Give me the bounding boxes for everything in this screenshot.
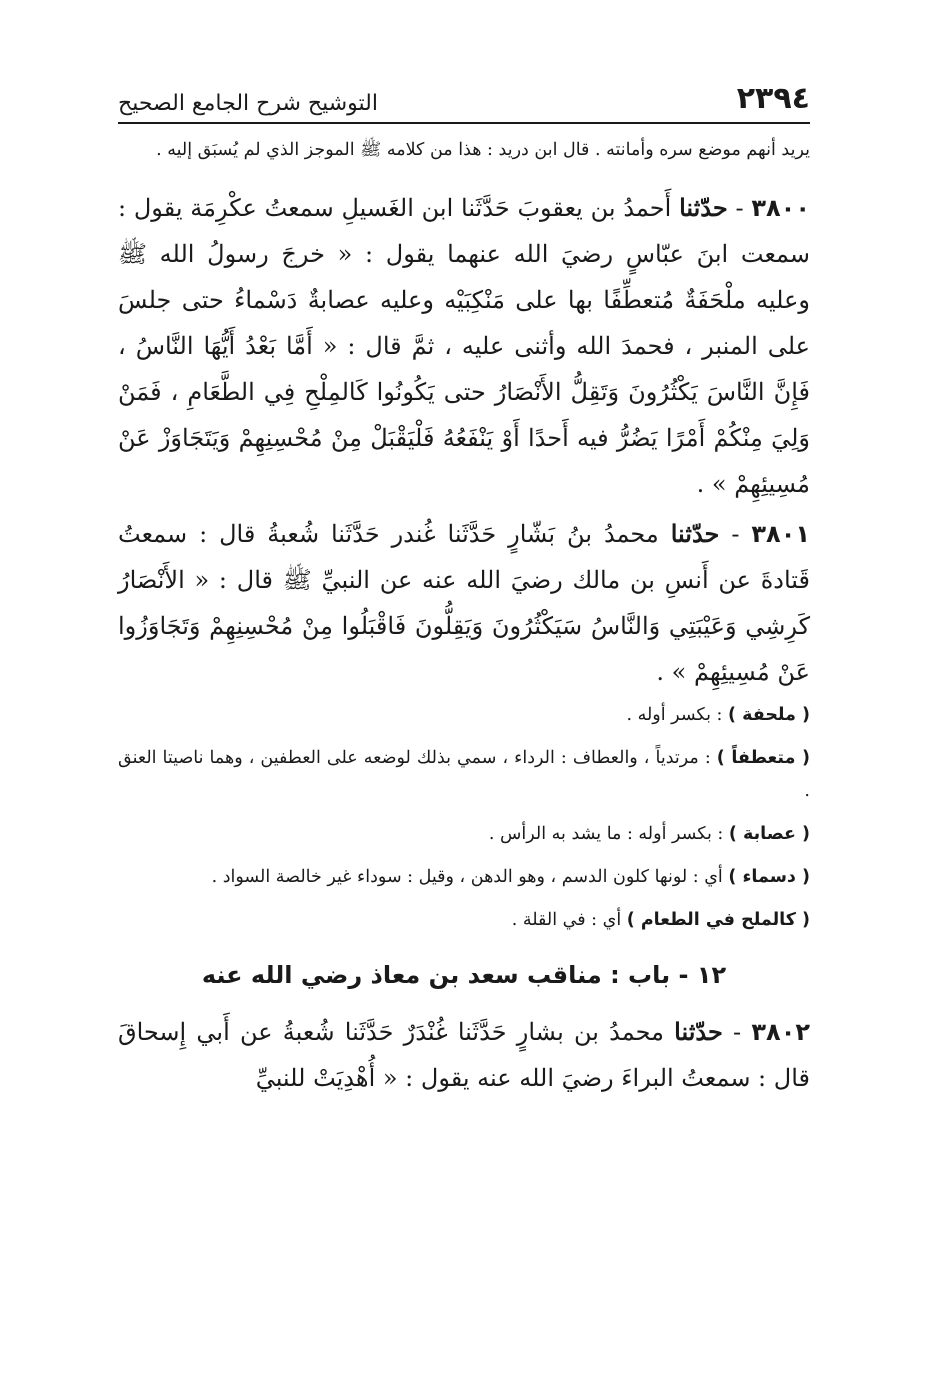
gloss-text: : بكسر أوله .: [626, 705, 723, 725]
haddathana-word: حدّثنا: [674, 1017, 723, 1046]
hadith-text: أَحمدُ بن يعقوبَ حَدَّثَنا ابن الغَسيلِ سمعتُ عكْرِمَة يقول : سمعت ابنَ عبّاسٍ رضيَ الله عنهما يقول : « خرجَ رسولُ الله ﷺ وعليه ملْحَفَةٌ مُتعطِّفًا بها على مَنْكِبَيْه وعليه عصابةٌ دَسْماءُ حتى جلسَ على المنبر ، فحمدَ الله وأثنى عليه ، ثمَّ قال : « أَمَّا بَعْدُ أَيُّهَا النَّاسُ ، فَإِنَّ النَّاسَ يَكْثُرُونَ وَتَقِلُّ الأَنْصَارُ حتى يَكُونُوا كَالمِلْحِ فِي الطَّعَامِ ، فَمَنْ وَلِيَ مِنْكُمْ أَمْرًا يَضُرُّ فيه أَحدًا أَوْ يَنْفَعُهُ فَلْيَقْبَلْ مِنْ مُحْسِنِهِمْ وَيَتَجَاوَزْ عَنْ مُسِيئِهِمْ » .: [118, 194, 810, 498]
gloss-term: ( كالملح في الطعام ): [626, 910, 810, 930]
gloss-mutaattifan: [118, 742, 810, 808]
gloss-text: أي : لونها كلون الدسم ، وهو الدهن ، وقيل : سوداء غير خالصة السواد .: [211, 867, 723, 887]
page-header: [118, 74, 810, 124]
gloss-term: ( عصابة ): [728, 824, 810, 844]
page-number: ٢٣٩٤: [736, 81, 810, 116]
gloss-dasma: [118, 861, 810, 894]
running-title: التوشيح شرح الجامع الصحيح: [118, 91, 378, 116]
gloss-text: أي : في القلة .: [511, 910, 622, 930]
gloss-text: : بكسر أوله : ما يشد به الرأس .: [488, 824, 724, 844]
hadith-3800: ٣٨٠٠ - حدّثنا أَحمدُ بن يعقوبَ حَدَّثَنا ابن الغَسيلِ سمعتُ عكْرِمَة يقول : سمعت ابنَ عبّاسٍ رضيَ الله عنهما يقول : « خرجَ رسولُ الله ﷺ وعليه ملْحَفَةٌ مُتعطِّفًا بها على مَنْكِبَيْه وعليه عصابةٌ دَسْماءُ حتى جلسَ على المنبر ، فحمدَ الله وأثنى عليه ، ثمَّ قال : « أَمَّا بَعْدُ أَيُّهَا النَّاسُ ، فَإِنَّ النَّاسَ يَكْثُرُونَ وَتَقِلُّ الأَنْصَارُ حتى يَكُونُوا كَالمِلْحِ فِي الطَّعَامِ ، فَمَنْ وَلِيَ مِنْكُمْ أَمْرًا يَضُرُّ فيه أَحدًا أَوْ يَنْفَعُهُ فَلْيَقْبَلْ مِنْ مُحْسِنِهِمْ وَيَتَجَاوَزْ عَنْ مُسِيئِهِمْ » .: [118, 193, 810, 498]
gloss-kalmilh: [118, 904, 810, 937]
top-note: يريد أنهم موضع سره وأمانته . قال ابن دريد : هذا من كلامه ﷺ الموجز الذي لم يُسبَق إليه .: [156, 140, 810, 160]
gloss-term: ( دسماء ): [728, 867, 810, 887]
hadith-number: ٣٨٠٢: [751, 1018, 810, 1046]
haddathana-word: حدّثنا: [679, 193, 728, 222]
gloss-milhafa: [118, 699, 810, 732]
hadith-3801: ٣٨٠١ - حدّثنا محمدُ بنُ بَشّارٍ حَدَّثَنا غُندر حَدَّثَنا شُعبةُ قال : سمعتُ قَتادةَ عن أَنسِ بن مالك رضيَ الله عنه عن النبيِّ ﷺ قال : « الأَنْصَارُ كَرِشِي وَعَيْبَتِي وَالنَّاسُ سَيَكْثُرُونَ وَيَقِلُّونَ فَاقْبَلُوا مِنْ مُحْسِنِهِمْ وَتَجَاوَزُوا عَنْ مُسِيئِهِمْ » .: [118, 519, 810, 686]
hadith-text: محمدُ بن بشارٍ حَدَّثَنا غُنْدَرٌ حَدَّثَنا شُعبةُ عن أَبي إِسحاقَ قال : سمعتُ البراءَ رضيَ الله عنه يقول : « أُهْدِيَتْ للنبيِّ: [118, 1018, 810, 1092]
chapter-heading: ١٢ - باب : مناقب سعد بن معاذ رضي الله عنه: [201, 961, 727, 989]
hadith-3802: ٣٨٠٢ - حدّثنا محمدُ بن بشارٍ حَدَّثَنا غُنْدَرٌ حَدَّثَنا شُعبةُ عن أَبي إِسحاقَ قال : سمعتُ البراءَ رضيَ الله عنه يقول : « أُهْدِيَتْ للنبيِّ: [118, 1017, 810, 1092]
gloss-term: ( متعطفاً ): [716, 748, 810, 768]
hadith-number: ٣٨٠١: [751, 520, 810, 548]
gloss-term: ( ملحفة ): [728, 705, 810, 725]
haddathana-word: حدّثنا: [670, 519, 720, 548]
gloss-isaba: [118, 818, 810, 851]
page-body: [118, 134, 810, 1105]
gloss-text: : مرتدياً ، والعطاف : الرداء ، سمي بذلك لوضعه على العطفين ، وهما ناصيتا العنق .: [118, 748, 810, 801]
hadith-text: محمدُ بنُ بَشّارٍ حَدَّثَنا غُندر حَدَّثَنا شُعبةُ قال : سمعتُ قَتادةَ عن أَنسِ بن مالك رضيَ الله عنه عن النبيِّ ﷺ قال : « الأَنْصَارُ كَرِشِي وَعَيْبَتِي وَالنَّاسُ سَيَكْثُرُونَ وَيَقِلُّونَ فَاقْبَلُوا مِنْ مُحْسِنِهِمْ وَتَجَاوَزُوا عَنْ مُسِيئِهِمْ » .: [118, 520, 810, 686]
hadith-number: ٣٨٠٠: [751, 194, 810, 222]
